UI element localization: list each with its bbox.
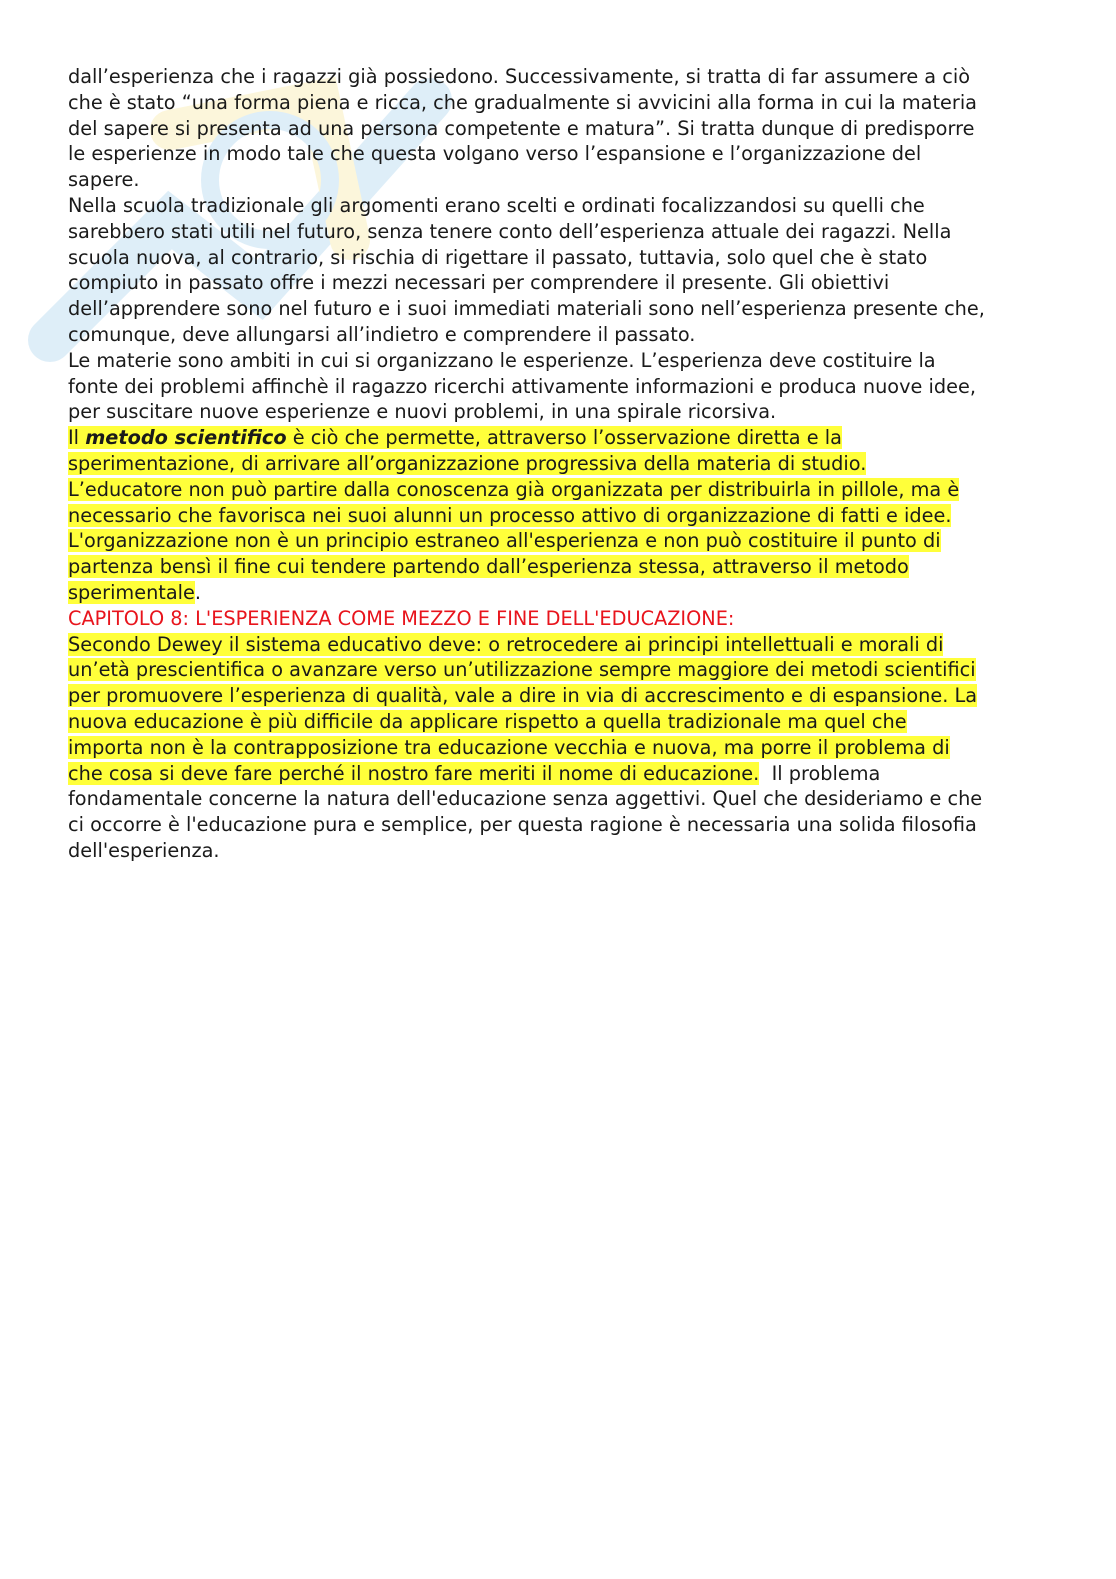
highlighted-line (68, 554, 1058, 580)
text-line: che è stato “una forma piena e ricca, che gradualmente si avvicini alla forma in cui la materia (68, 90, 977, 114)
highlighted-line (68, 580, 1058, 606)
text-segment: Il problema (759, 761, 881, 785)
text-line: compiuto in passato offre i mezzi necessari per comprendere il presente. Gli obiettivi (68, 271, 890, 295)
highlighted-line (68, 503, 1058, 529)
highlighted-line (68, 657, 1058, 683)
text-line: fonte dei problemi affinchè il ragazzo ricerchi attivamente informazioni e produca nuove idee, (68, 374, 976, 398)
highlight-segment: un’età prescientifica o avanzare verso un’utilizzazione sempre maggiore dei metodi scientifici (68, 658, 976, 682)
highlight-segment: necessario che favorisca nei suoi alunni un processo attivo di organizzazione di fatti e idee. (68, 503, 952, 527)
emphasized-term: metodo scientifico (85, 426, 287, 450)
text-line: Le materie sono ambiti in cui si organizzano le esperienze. L’esperienza deve costituire la (68, 348, 936, 372)
highlighted-line (68, 528, 1058, 554)
text-line: del sapere si presenta ad una persona competente e matura”. Si tratta dunque di predisporre (68, 116, 975, 140)
text-line: dell’apprendere sono nel futuro e i suoi immediati materiali sono nell’esperienza presente che, (68, 297, 985, 321)
highlighted-line (68, 735, 1058, 761)
highlighted-line (68, 632, 1058, 658)
highlight-segment: sperimentazione, di arrivare all’organizzazione progressiva della materia di studio. (68, 451, 867, 475)
text-line: comunque, deve allungarsi all’indietro e comprendere il passato. (68, 322, 696, 346)
highlight-segment: Il (68, 426, 86, 450)
text-line: sapere. (68, 168, 140, 192)
highlighted-line (68, 425, 1058, 451)
highlighted-line (68, 709, 1058, 735)
highlight-segment: per promuovere l’esperienza di qualità, vale a dire in via di accrescimento e di espansione. La (68, 684, 978, 708)
text-line: scuola nuova, al contrario, si rischia di rigettare il passato, tuttavia, solo quel che è stato (68, 245, 928, 269)
chapter-heading: CAPITOLO 8: L'ESPERIENZA COME MEZZO E FINE DELL'EDUCAZIONE: (68, 606, 735, 630)
highlight-segment: Secondo Dewey il sistema educativo deve: o retrocedere ai principi intellettuali e morali di (68, 632, 944, 656)
highlight-segment: nuova educazione è più difficile da applicare rispetto a quella tradizionale ma quel che (68, 709, 907, 733)
highlight-segment: che cosa si deve fare perché il nostro fare meriti il nome di educazione. (68, 761, 760, 785)
highlight-segment: L'organizzazione non è un principio estraneo all'esperienza e non può costituire il punto di (68, 529, 941, 553)
text-line: sarebbero stati utili nel futuro, senza tenere conto dell’esperienza attuale dei ragazzi. Nella (68, 219, 952, 243)
text-segment: . (194, 580, 202, 604)
highlighted-line (68, 761, 1058, 787)
highlighted-line (68, 477, 1058, 503)
highlighted-line (68, 451, 1058, 477)
highlight-segment: è ciò che permette, attraverso l’osservazione diretta e la (286, 426, 842, 450)
text-line: dell'esperienza. (68, 838, 220, 862)
text-line: fondamentale concerne la natura dell'educazione senza aggettivi. Quel che desideriamo e che (68, 787, 983, 811)
highlight-segment: L’educatore non può partire dalla conoscenza già organizzata per distribuirla in pillole, ma è (68, 477, 960, 501)
text-line: per suscitare nuove esperienze e nuovi problemi, in una spirale ricorsiva. (68, 400, 777, 424)
highlight-segment: partenza bensì il fine cui tendere partendo dall’esperienza stessa, attraverso il metodo (68, 555, 909, 579)
text-line: dall’esperienza che i ragazzi già possiedono. Successivamente, si tratta di far assumere a ciò (68, 65, 971, 88)
text-line: ci occorre è l'educazione pura e semplice, per questa ragione è necessaria una solida filosofia (68, 813, 977, 837)
highlight-segment: sperimentale (68, 580, 195, 604)
highlight-segment: importa non è la contrapposizione tra educazione vecchia e nuova, ma porre il problema di (68, 735, 950, 759)
text-line: le esperienze in modo tale che questa volgano verso l’espansione e l’organizzazione del (68, 142, 922, 166)
text-line: Nella scuola tradizionale gli argomenti erano scelti e ordinati focalizzandosi su quelli che (68, 193, 925, 217)
highlighted-line (68, 683, 1058, 709)
document-body (68, 64, 1058, 864)
